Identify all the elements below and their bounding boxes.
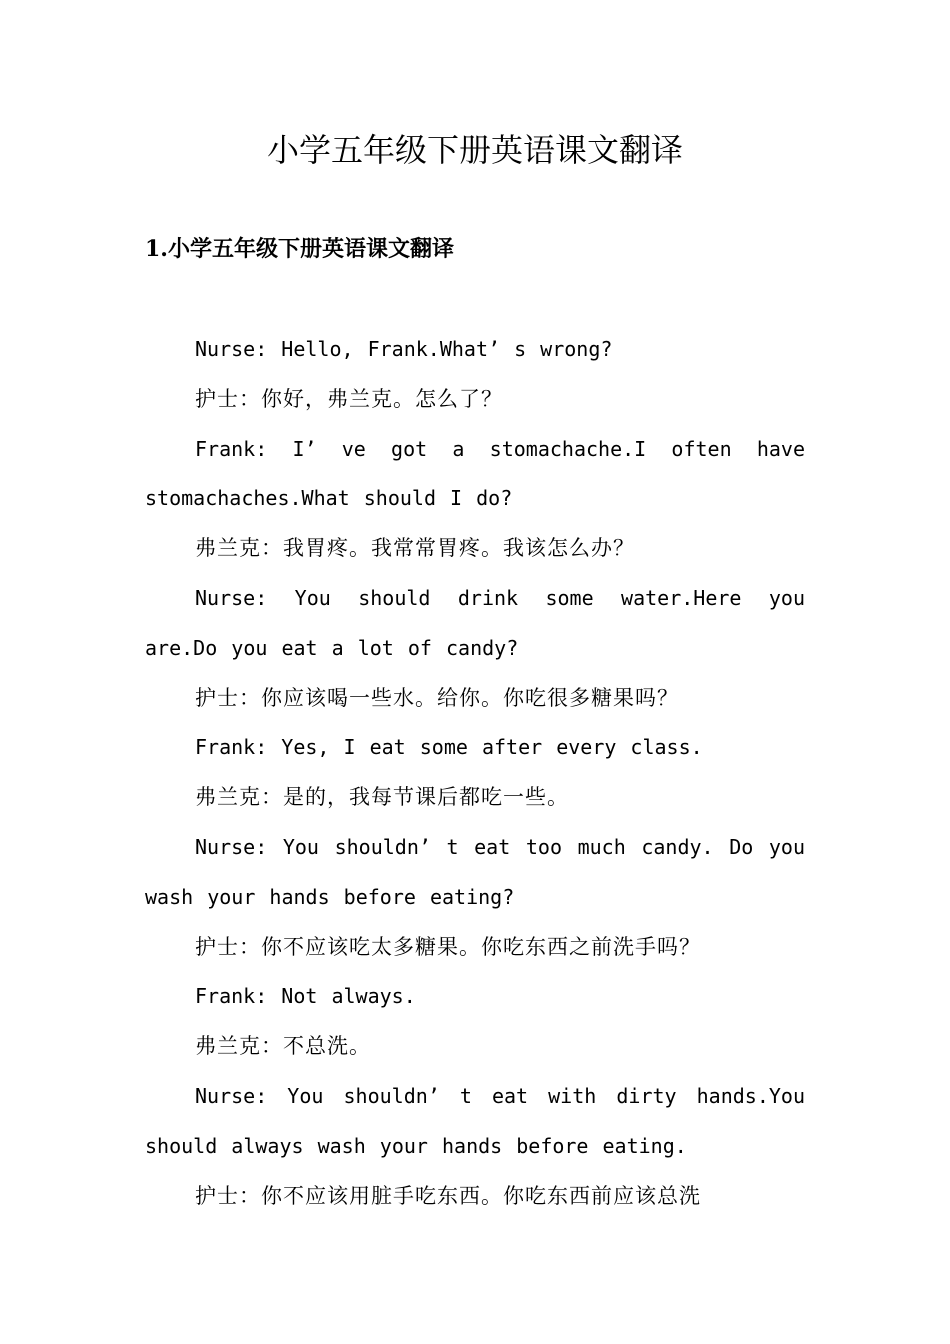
section-heading: 1.小学五年级下册英语课文翻译 xyxy=(145,236,454,262)
paragraph-en: Nurse: You shouldn’ t eat with dirty hands.You should always wash your hands before eating. xyxy=(145,1083,805,1158)
paragraph-en: Frank: I’ ve got a stomachache.I often have stomachaches.What should I do? xyxy=(145,436,805,511)
paragraph-en: Nurse: You should drink some water.Here you are.Do you eat a lot of candy? xyxy=(145,585,805,660)
paragraph-zh: 弗兰克：是的，我每节课后都吃一些。 xyxy=(195,785,569,810)
paragraph-zh: 护士：你应该喝一些水。给你。你吃很多糖果吗？ xyxy=(195,685,679,710)
paragraph-zh: 弗兰克：不总洗。 xyxy=(195,1034,371,1059)
document-title: 小学五年级下册英语课文翻译 xyxy=(266,131,683,169)
paragraph-en: Nurse: You shouldn’ t eat too much candy. Do you wash your hands before eating? xyxy=(145,834,805,909)
paragraph-zh: 护士：你不应该吃太多糖果。你吃东西之前洗手吗？ xyxy=(195,934,701,959)
paragraph-en: Frank: Yes, I eat some after every class. xyxy=(195,735,703,760)
paragraph-zh: 弗兰克：我胃疼。我常常胃疼。我该怎么办？ xyxy=(195,536,635,561)
paragraph-en: Frank: Not always. xyxy=(195,984,416,1009)
paragraph-en: Nurse: Hello, Frank.What’ s wrong? xyxy=(195,337,613,361)
paragraph-zh: 护士：你不应该用脏手吃东西。你吃东西前应该总洗 xyxy=(195,1183,701,1208)
document-body xyxy=(145,325,805,1221)
paragraph-zh: 护士：你好，弗兰克。怎么了？ xyxy=(195,386,503,411)
